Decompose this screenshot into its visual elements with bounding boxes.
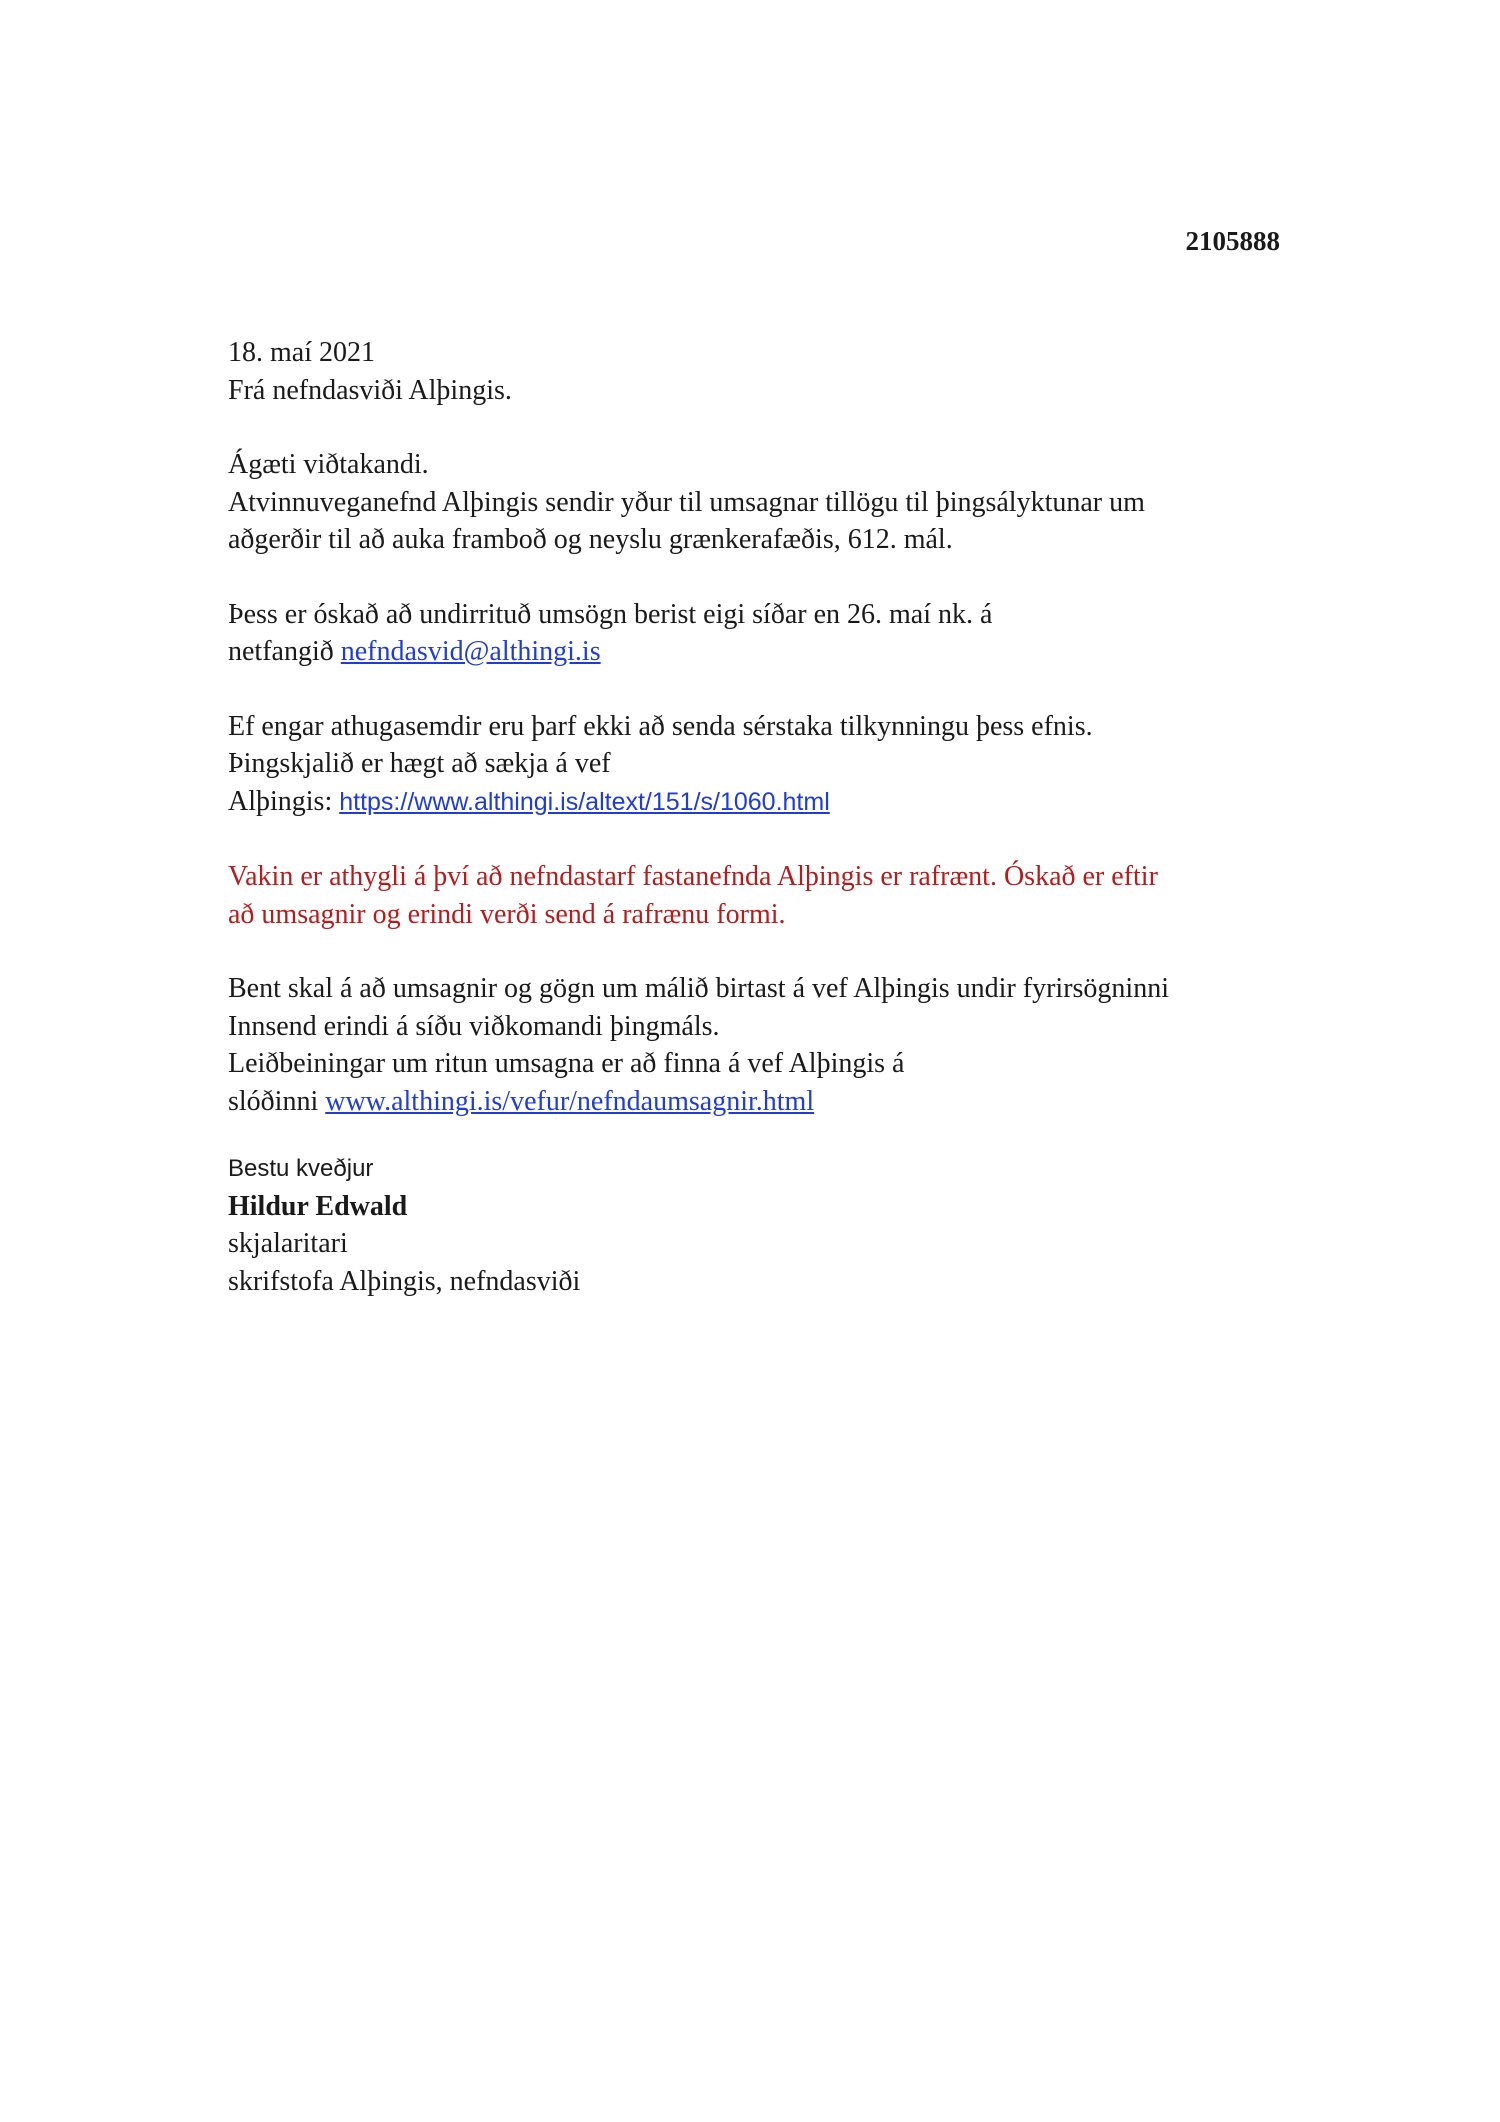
notice-line: Þingskjalið er hægt að sækja á vef [228,748,611,779]
electronic-notice-line: Vakin er athygli á því að nefndastarf fastanefnda Alþingis er rafrænt. Óskað er eftir [228,861,1158,892]
closing: Bestu kveðjur [228,1155,374,1182]
letter-greeting: Ágæti viðtakandi. [228,449,429,480]
intro-line: aðgerðir til að auka framboð og neyslu grænkerafæðis, 612. mál. [228,524,953,555]
document-number: 2105888 [1185,226,1280,256]
notice-line: Ef engar athugasemdir eru þarf ekki að senda sérstaka tilkynningu þess efnis. [228,710,1093,742]
letter-body [228,334,1288,1300]
guide-line: Leiðbeiningar um ritun umsagna er að finna á vef Alþingis á [228,1048,905,1079]
email-link[interactable]: nefndasvid@althingi.is [340,636,601,667]
guide-link-prefix: slóðinni [228,1085,319,1117]
intro-line: Atvinnuveganefnd Alþingis sendir yður til umsagnar tillögu til þingsályktunar um [228,486,1145,518]
document-link-prefix: Alþingis: [228,785,333,817]
publish-line: Bent skal á að umsagnir og gögn um málið birtast á vef Alþingis undir fyrirsögninni [228,973,1169,1004]
signer-title: skjalaritari [228,1228,348,1259]
signer-office: skrifstofa Alþingis, nefndasviði [228,1265,581,1297]
deadline-email-prefix: netfangið [228,636,334,667]
letter-sender: Frá nefndasviði Alþingis. [228,374,512,406]
publish-line: Innsend erindi á síðu viðkomandi þingmáls. [228,1010,720,1042]
signer-name: Hildur Edwald [228,1190,408,1222]
deadline-email-line [228,633,1288,671]
deadline-line: Þess er óskað að undirrituð umsögn berist eigi síðar en 26. maí nk. á [228,598,993,630]
document-link-line [228,783,1288,822]
guide-link-line [228,1083,1288,1121]
guide-link[interactable]: www.althingi.is/vefur/nefndaumsagnir.html [325,1085,815,1117]
document-link[interactable]: https://www.althingi.is/altext/151/s/1060.html [339,787,830,816]
electronic-notice-line: að umsagnir og erindi verði send á rafrænu formi. [228,898,786,930]
letter-date: 18. maí 2021 [228,337,375,368]
